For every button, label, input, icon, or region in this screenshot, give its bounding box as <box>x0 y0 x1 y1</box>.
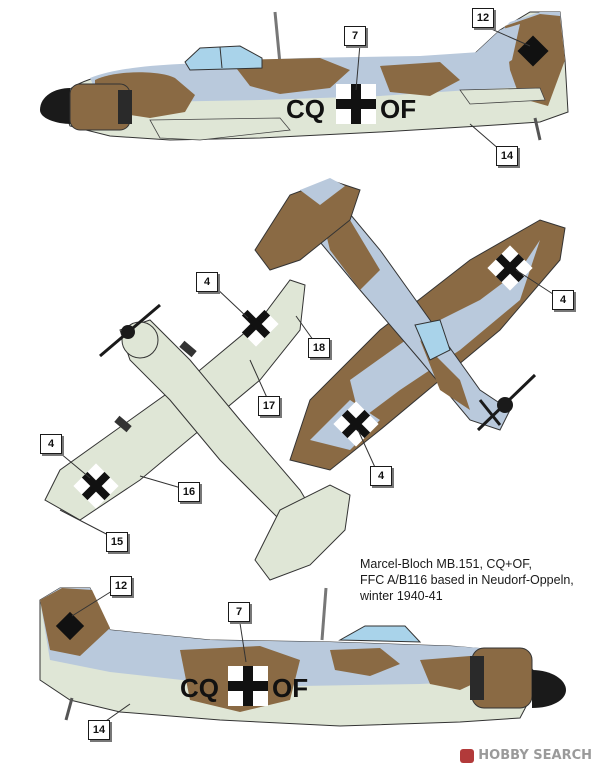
code-right-top: OF <box>380 94 417 124</box>
aircraft-caption <box>360 556 574 604</box>
balkenkreuz-bottom <box>228 666 268 706</box>
callout-12-bottom: 12 <box>110 576 132 596</box>
callout-4-upper-right: 4 <box>552 290 574 310</box>
caption-line-1: Marcel-Bloch MB.151, CQ+OF, <box>360 557 532 571</box>
watermark-brand: HOBBY SEARCH <box>478 748 592 763</box>
callout-12-top: 12 <box>472 8 494 28</box>
callout-7-top: 7 <box>344 26 366 46</box>
callout-16: 16 <box>178 482 200 502</box>
callout-14-bottom: 14 <box>88 720 110 740</box>
code-left-top: CQ <box>286 94 325 124</box>
callout-7-bottom: 7 <box>228 602 250 622</box>
callout-18: 18 <box>308 338 330 358</box>
caption-line-3: winter 1940-41 <box>360 589 443 603</box>
callout-14-top: 14 <box>496 146 518 166</box>
code-right-bottom: OF <box>272 673 309 703</box>
side-view-bottom <box>40 588 566 726</box>
callout-4-upper-left: 4 <box>370 466 392 486</box>
callout-15: 15 <box>106 532 128 552</box>
code-left-bottom: CQ <box>180 673 219 703</box>
hobby-search-logo-icon <box>460 749 474 763</box>
watermark <box>460 748 592 763</box>
callout-17: 17 <box>258 396 280 416</box>
callout-4-lower-wing: 4 <box>196 272 218 292</box>
caption-line-2: FFC A/B116 based in Neudorf-Oppeln, <box>360 573 574 587</box>
side-view-top <box>40 12 568 140</box>
callout-4-lower-left: 4 <box>40 434 62 454</box>
